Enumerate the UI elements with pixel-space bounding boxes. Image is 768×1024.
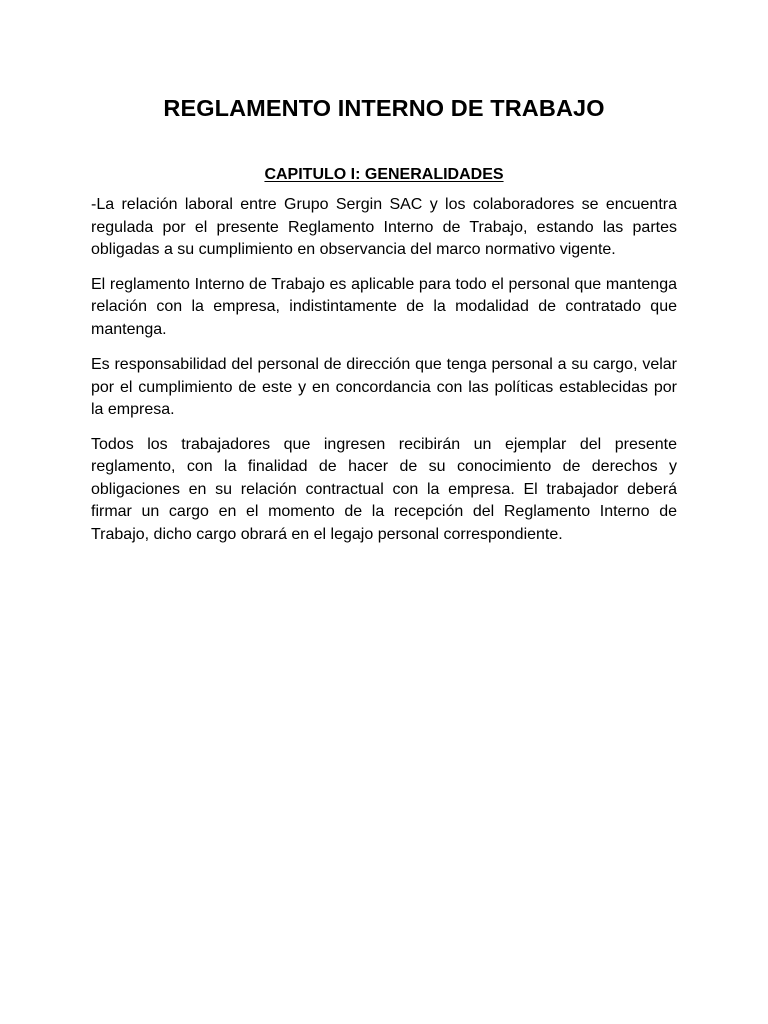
paragraph-3: Es responsabilidad del personal de dirección que tenga personal a su cargo, velar por el cumplimiento de este y en concordancia con las políticas establecidas por la empresa. bbox=[91, 356, 677, 418]
chapter-heading: CAPITULO I: GENERALIDADES bbox=[264, 166, 504, 183]
paragraph-4: Todos los trabajadores que ingresen recibirán un ejemplar del presente reglamento, con la finalidad de hacer de su conocimiento de derechos y obligaciones en su relación contractual con la empresa. El trabajador deberá firmar un cargo en el momento de la recepción del Reglamento Interno de Trabajo, dicho cargo obrará en el legajo personal correspondiente. bbox=[91, 435, 677, 543]
paragraph-2: El reglamento Interno de Trabajo es aplicable para todo el personal que mantenga relación con la empresa, indistintamente de la modalidad de contratado que mantenga. bbox=[91, 275, 677, 338]
document-title: REGLAMENTO INTERNO DE TRABAJO bbox=[163, 95, 605, 121]
paragraph-1: -La relación laboral entre Grupo Sergin SAC y los colaboradores se encuentra regulada por el presente Reglamento Interno de Trabajo, estando las partes obligadas a su cumplimiento en observancia del marco normativo vigente. bbox=[91, 196, 677, 258]
